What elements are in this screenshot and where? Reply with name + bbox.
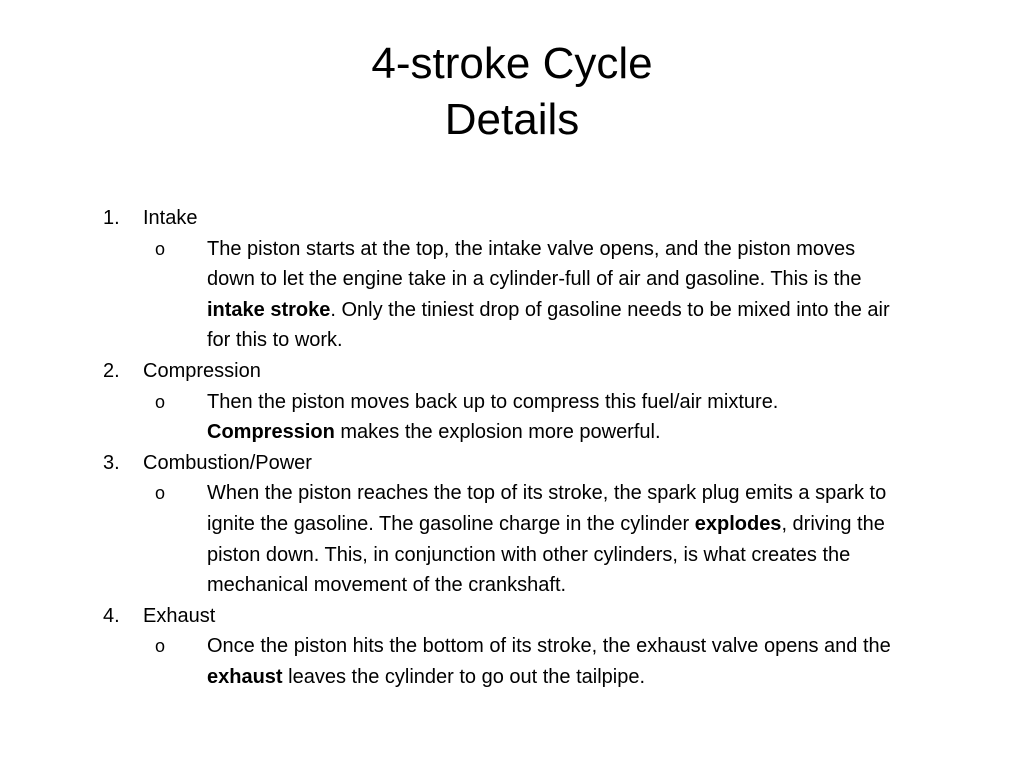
slide-title: [0, 36, 1024, 148]
detail-text: [207, 478, 903, 600]
step-item-compression: [103, 356, 903, 448]
detail-text-part: , driving the piston down. This, in conjunction with other cylinders, is what creates the mechanical movement of the crankshaft.: [207, 512, 885, 597]
step-label: Exhaust: [143, 604, 216, 627]
slide-title-line-2: Details: [444, 95, 580, 144]
detail-text-part: The piston starts at the top, the intake valve opens, and the piston moves down to let the engine take in a cylinder-full of air and gasoline. This is the: [207, 237, 862, 291]
hollow-bullet-icon: o: [155, 391, 166, 412]
detail-item: [103, 234, 903, 356]
stroke-steps-list: [103, 203, 903, 693]
step-item-exhaust: [103, 601, 903, 693]
slide-title-line-1: 4-stroke Cycle: [371, 39, 653, 88]
step-item-combustion: [103, 448, 903, 601]
hollow-bullet-icon: o: [155, 483, 166, 504]
detail-item: [103, 631, 903, 692]
detail-emphasis: explodes: [694, 512, 782, 535]
step-number: 4.: [103, 604, 120, 627]
step-label: Combustion/Power: [143, 451, 312, 474]
step-item-intake: [103, 203, 903, 356]
detail-text-part: makes the explosion more powerful.: [334, 421, 661, 444]
hollow-bullet-icon: o: [155, 238, 166, 259]
step-details: [103, 631, 903, 692]
step-number: 2.: [103, 359, 120, 382]
detail-text: [207, 234, 903, 356]
detail-emphasis: exhaust: [207, 665, 283, 688]
step-label: Compression: [143, 359, 261, 382]
detail-item: [103, 478, 903, 600]
slide-body: [103, 203, 903, 693]
detail-emphasis: intake stroke: [207, 298, 331, 321]
detail-emphasis: Compression: [207, 421, 335, 444]
step-details: [103, 478, 903, 600]
detail-text-part: . Only the tiniest drop of gasoline needs to be mixed into the air for this to work.: [207, 298, 890, 352]
detail-item: [103, 387, 903, 448]
detail-text-part: When the piston reaches the top of its stroke, the spark plug emits a spark to ignite the gasoline. The gasoline charge in the cylinder: [207, 482, 887, 535]
step-details: [103, 387, 903, 448]
hollow-bullet-icon: o: [155, 636, 166, 657]
step-label: Intake: [143, 207, 198, 229]
detail-text-part: Once the piston hits the bottom of its stroke, the exhaust valve opens and the: [207, 635, 891, 658]
step-number: 3.: [103, 451, 120, 474]
detail-text: [207, 387, 903, 448]
detail-text: [207, 631, 903, 692]
detail-text-part: leaves the cylinder to go out the tailpipe.: [282, 665, 646, 688]
step-details: [103, 234, 903, 356]
step-number: 1.: [103, 207, 120, 229]
detail-text-part: Then the piston moves back up to compress this fuel/air mixture.: [207, 390, 779, 413]
